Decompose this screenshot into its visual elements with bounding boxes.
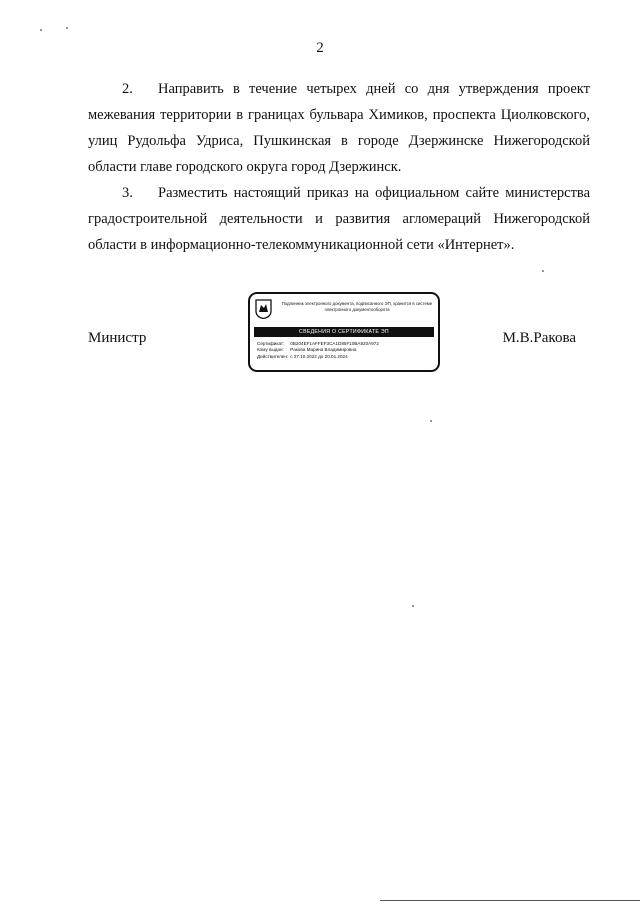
issued-to-value: Ракова Марина Владимировна — [290, 347, 357, 353]
certificate-label: Сертификат: — [257, 341, 285, 346]
scan-speck — [66, 27, 68, 29]
paragraph-item-2 — [88, 76, 590, 180]
scan-speck — [430, 420, 432, 422]
valid-row — [257, 354, 379, 360]
paragraph-text: Разместить настоящий приказ на официальном сайте министерства градостроительной деятельности и развития агломераций Нижегородской области в информационно-телекоммуникационной сети «Интернет». — [88, 185, 590, 253]
valid-label: Действителен: — [257, 353, 289, 359]
stamp-notice: Подлинник электронного документа, подписанного ЭП, хранится в системе электронного документооборота — [281, 301, 433, 312]
stamp-certificate-header: СВЕДЕНИЯ О СЕРТИФИКАТЕ ЭП — [254, 327, 434, 337]
paragraph-number: 2. — [122, 81, 133, 97]
scan-edge-line — [380, 900, 640, 901]
paragraph-number: 3. — [122, 185, 133, 201]
electronic-signature-stamp — [248, 292, 440, 372]
scan-speck — [412, 605, 414, 607]
paragraph-item-3 — [88, 180, 590, 258]
paragraph-text: Направить в течение четырех дней со дня утверждения проект межевания территории в границах бульвара Химиков, проспекта Циолковского, улиц Рудольфа Удриса, Пушкинская в городе Дзержинске Нижегородской области главе городского округа город Дзержинск. — [88, 81, 590, 175]
scan-speck — [542, 270, 544, 272]
stamp-details — [257, 341, 379, 360]
coat-of-arms-icon — [255, 299, 272, 319]
signer-title: Министр — [88, 330, 147, 346]
valid-value: с 27.10.2022 до 20.01.2024 — [290, 353, 348, 359]
certificate-value: 0B204EF1AFFEF3CA1D85F10BA920A972 — [290, 341, 379, 346]
scan-speck — [40, 29, 42, 31]
signer-name: М.В.Ракова — [502, 330, 576, 346]
page-number: 2 — [316, 40, 324, 56]
issued-to-label: Кому выдан: — [257, 347, 284, 353]
